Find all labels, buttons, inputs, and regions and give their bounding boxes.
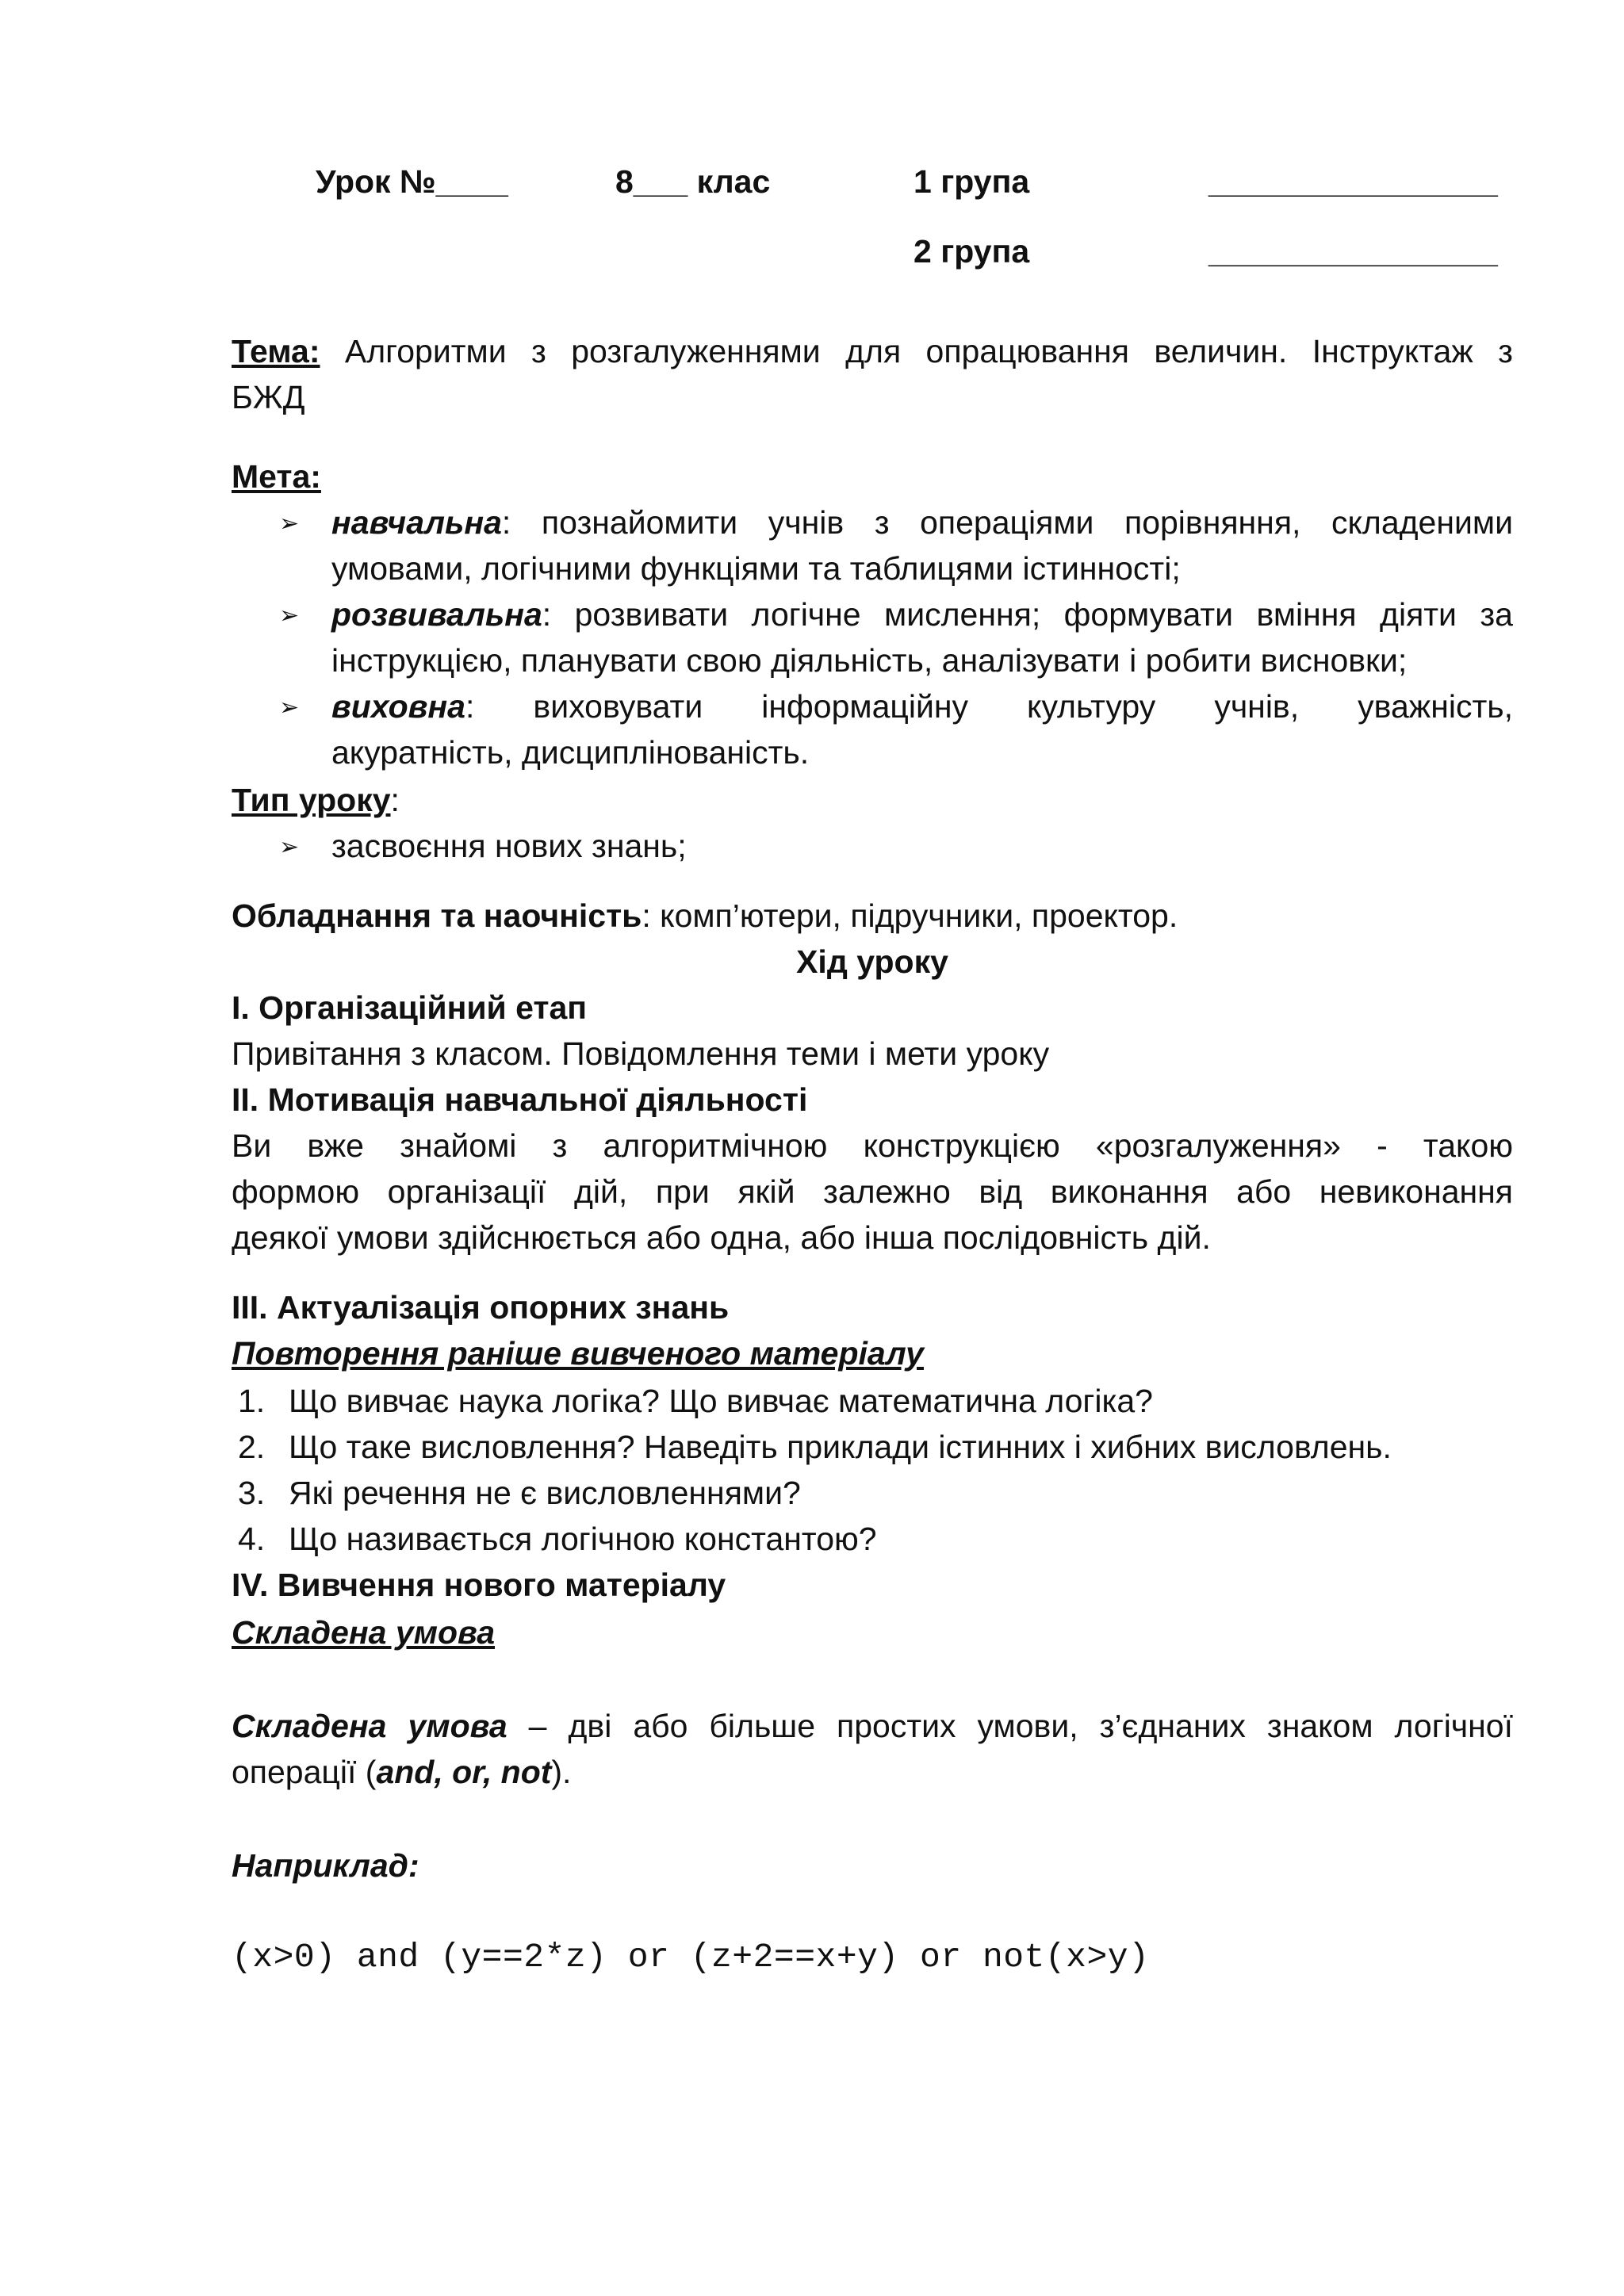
group2-label: 2 група <box>914 233 1030 270</box>
bullet-arrow-icon: ➢ <box>279 603 300 629</box>
goal-line2: умовами, логічними функціями та таблицями істинності; <box>331 550 1181 587</box>
example-label: Наприклад: <box>232 1847 419 1884</box>
question-number: 1. <box>238 1383 266 1419</box>
group2-blank: ________________ <box>1208 233 1498 270</box>
definition-block <box>232 1703 1513 1795</box>
question-number: 4. <box>238 1521 266 1557</box>
bullet-arrow-icon: ➢ <box>279 695 300 721</box>
goal-rest: : розвивати логічне мислення; формувати вміння діяти за <box>542 596 1513 633</box>
goal-item-developmental <box>331 591 1513 683</box>
section4-subtitle: Складена умова <box>232 1614 496 1651</box>
topic-text-continued: БЖД <box>232 379 305 415</box>
bullet-arrow-icon: ➢ <box>279 511 300 537</box>
section3-title: III. Актуалізація опорних знань <box>232 1289 730 1326</box>
course-title: Хід уроку <box>796 943 948 980</box>
question-number: 2. <box>238 1429 266 1465</box>
topic-label: Тема: <box>232 333 320 369</box>
goal-item-upbringing <box>331 683 1513 775</box>
question-text: Які речення не є висловленнями? <box>289 1475 801 1511</box>
section1-title: I. Організаційний етап <box>232 989 588 1026</box>
goal-term: виховна <box>331 688 465 725</box>
section2-title: II. Мотивація навчальної діяльності <box>232 1081 808 1118</box>
equipment-line <box>232 893 1178 939</box>
goal-term: розвивальна <box>331 596 542 633</box>
definition-operations: and, or, not <box>376 1754 552 1790</box>
definition-line2-end: ). <box>551 1754 572 1790</box>
example-code: (x>0) and (y==2*z) or (z+2==x+y) or not(x>y) <box>232 1938 1150 1976</box>
section3-subtitle: Повторення раніше вивченого матеріалу <box>232 1335 924 1372</box>
goal-label: Мета: <box>232 458 321 495</box>
goal-rest: : познайомити учнів з операціями порівняння, складеними <box>501 504 1513 541</box>
section2-line3: деякої умови здійснюється або одна, або інша послідовність дій. <box>232 1219 1211 1256</box>
section1-text: Привітання з класом. Повідомлення теми і мети уроку <box>232 1035 1050 1072</box>
lesson-type-colon: : <box>390 782 400 818</box>
section2-text <box>232 1123 1513 1261</box>
question-number: 3. <box>238 1475 266 1511</box>
question-text: Що вивчає наука логіка? Що вивчає математична логіка? <box>289 1383 1153 1419</box>
section4-title: IV. Вивчення нового матеріалу <box>232 1567 726 1603</box>
topic-block <box>232 328 1513 420</box>
section2-line2: формою організації дій, при якій залежно від виконання або невиконання <box>232 1173 1513 1210</box>
lesson-type-label: Тип уроку <box>232 782 391 818</box>
question-text: Що називається логічною константою? <box>289 1521 877 1557</box>
definition-line2-start: операції ( <box>232 1754 377 1790</box>
group1-blank: ________________ <box>1208 163 1498 200</box>
goal-term: навчальна <box>331 504 502 541</box>
bullet-arrow-icon: ➢ <box>279 834 300 860</box>
group1-label: 1 група <box>914 163 1030 200</box>
equipment-label: Обладнання та наочність <box>232 897 642 934</box>
equipment-text: : комп’ютери, підручники, проектор. <box>642 897 1178 934</box>
definition-term: Складена умова <box>232 1708 508 1744</box>
section2-line1: Ви вже знайомі з алгоритмічною конструкцією «розгалуження» - такою <box>232 1127 1513 1164</box>
topic-text: Алгоритми з розгалуженнями для опрацювання величин. Інструктаж з <box>320 333 1513 369</box>
goal-line2: акуратність, дисциплінованість. <box>331 734 810 771</box>
goal-rest: : виховувати інформаційну культуру учнів, уважність, <box>465 688 1513 725</box>
definition-text: – дві або більше простих умови, з’єднаних знаком логічної <box>507 1708 1513 1744</box>
lesson-number-label: Урок №____ <box>316 163 508 200</box>
goal-line2: інструкцією, планувати свою діяльність, аналізувати і робити висновки; <box>331 642 1408 679</box>
goal-item-educational <box>331 499 1513 591</box>
class-label: 8___ клас <box>615 163 771 200</box>
question-text: Що таке висловлення? Наведіть приклади істинних і хибних висловлень. <box>289 1429 1392 1465</box>
lesson-type-item: засвоєння нових знань; <box>331 828 687 864</box>
lesson-type-heading <box>232 777 400 823</box>
